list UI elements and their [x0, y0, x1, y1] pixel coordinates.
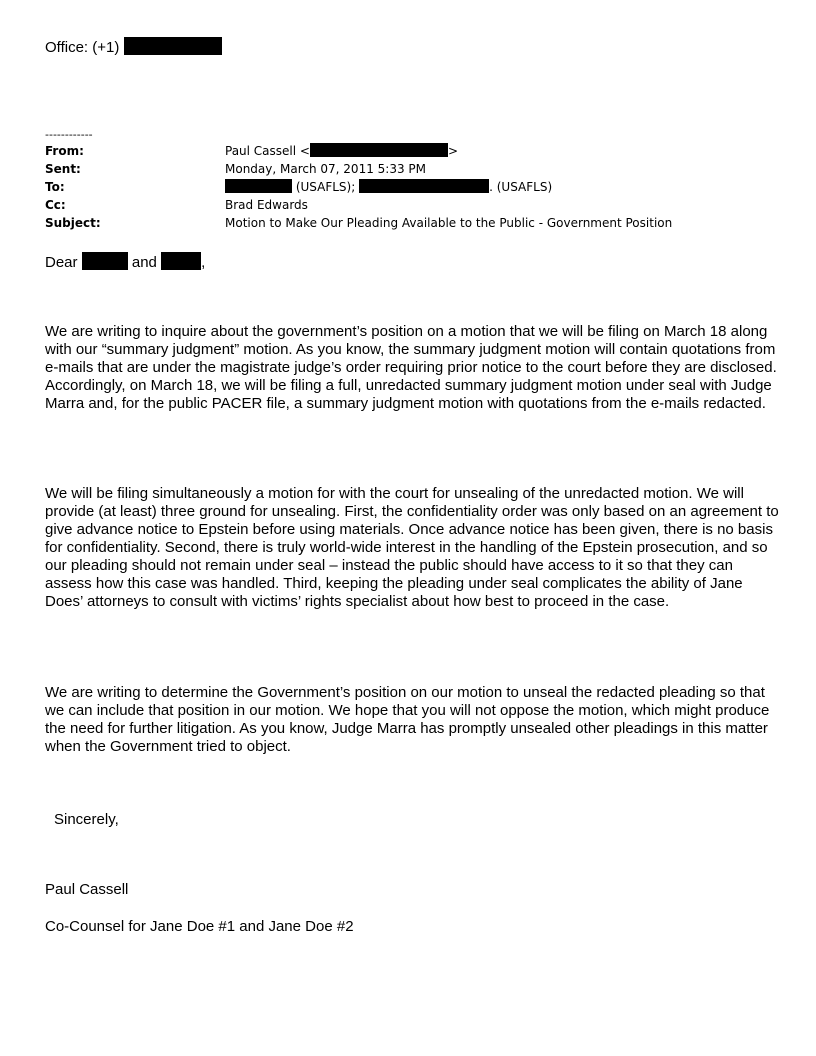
from-name: Paul Cassell <	[225, 144, 310, 158]
from-label: From:	[45, 144, 84, 158]
paragraph-unsealing-grounds: We will be filing simultaneously a motion for with the court for unsealing of the unredacted motion. We will provide (at least) three ground for unsealing. First, the confidentiality order was only based on an agreement to give advance notice to Epstein before using materials. Once advance notice has been given, there is no basis for confidentiality. Second, there is truly world-wide interest in the handling of the Epstein prosecution, and so our pleading should not remain under seal – instead the public should have access to it so that they can assess how this case was handled. Third, keeping the pleading under seal complicates the ability of Jane Does’ attorneys to consult with victims’ rights specialist about how best to proceed in the case.	[45, 485, 779, 610]
paragraph-inquiry: We are writing to inquire about the government’s position on a motion that we will be filing on March 18 along with our “summary judgment” motion. As you know, the summary judgment motion will contain quotations from e-mails that are under the magistrate judge’s order requiring prior notice to the court before they are disclosed. Accordingly, on March 18, we will be filing a full, unredacted summary judgment motion under seal with Judge Marra and, for the public PACER file, a summary judgment motion with quotations from the e-mails redacted.	[45, 323, 777, 412]
sent-label: Sent:	[45, 162, 81, 176]
closing-sincerely: Sincerely,	[54, 811, 119, 828]
to-recipient-2-redaction	[359, 179, 489, 193]
to-part-2: . (USAFLS)	[489, 180, 553, 194]
subject-label: Subject:	[45, 216, 101, 230]
from-email-redaction	[310, 143, 448, 157]
from-close: >	[447, 144, 459, 158]
subject-value: Motion to Make Our Pleading Available to the Public - Government Position	[225, 216, 673, 230]
signature-title: Co-Counsel for Jane Doe #1 and Jane Doe #2	[45, 918, 354, 935]
greeting	[45, 252, 205, 272]
cc-value: Brad Edwards	[225, 198, 308, 212]
office-number-redaction	[124, 37, 222, 55]
to-value	[225, 178, 552, 196]
to-part-1: (USAFLS);	[295, 180, 356, 194]
signature-name: Paul Cassell	[45, 881, 129, 898]
to-recipient-1-redaction	[225, 179, 292, 193]
office-label: Office: (+1)	[45, 39, 120, 56]
greeting-comma: ,	[201, 254, 206, 271]
greeting-dear: Dear	[45, 254, 78, 271]
from-value	[225, 142, 458, 160]
recipient-2-name-redaction	[161, 252, 201, 270]
office-line	[45, 37, 222, 57]
header-separator: ------------	[45, 128, 93, 141]
to-label: To:	[45, 180, 65, 194]
cc-label: Cc:	[45, 198, 66, 212]
recipient-1-name-redaction	[82, 252, 128, 270]
greeting-and: and	[131, 254, 157, 271]
paragraph-government-position: We are writing to determine the Government’s position on our motion to unseal the redacted pleading so that we can include that position in our motion. We hope that you will not oppose the motion, which might produce the need for further litigation. As you know, Judge Marra has promptly unsealed other pleadings in this matter when the Government tried to object.	[45, 684, 770, 755]
sent-value: Monday, March 07, 2011 5:33 PM	[225, 162, 426, 176]
